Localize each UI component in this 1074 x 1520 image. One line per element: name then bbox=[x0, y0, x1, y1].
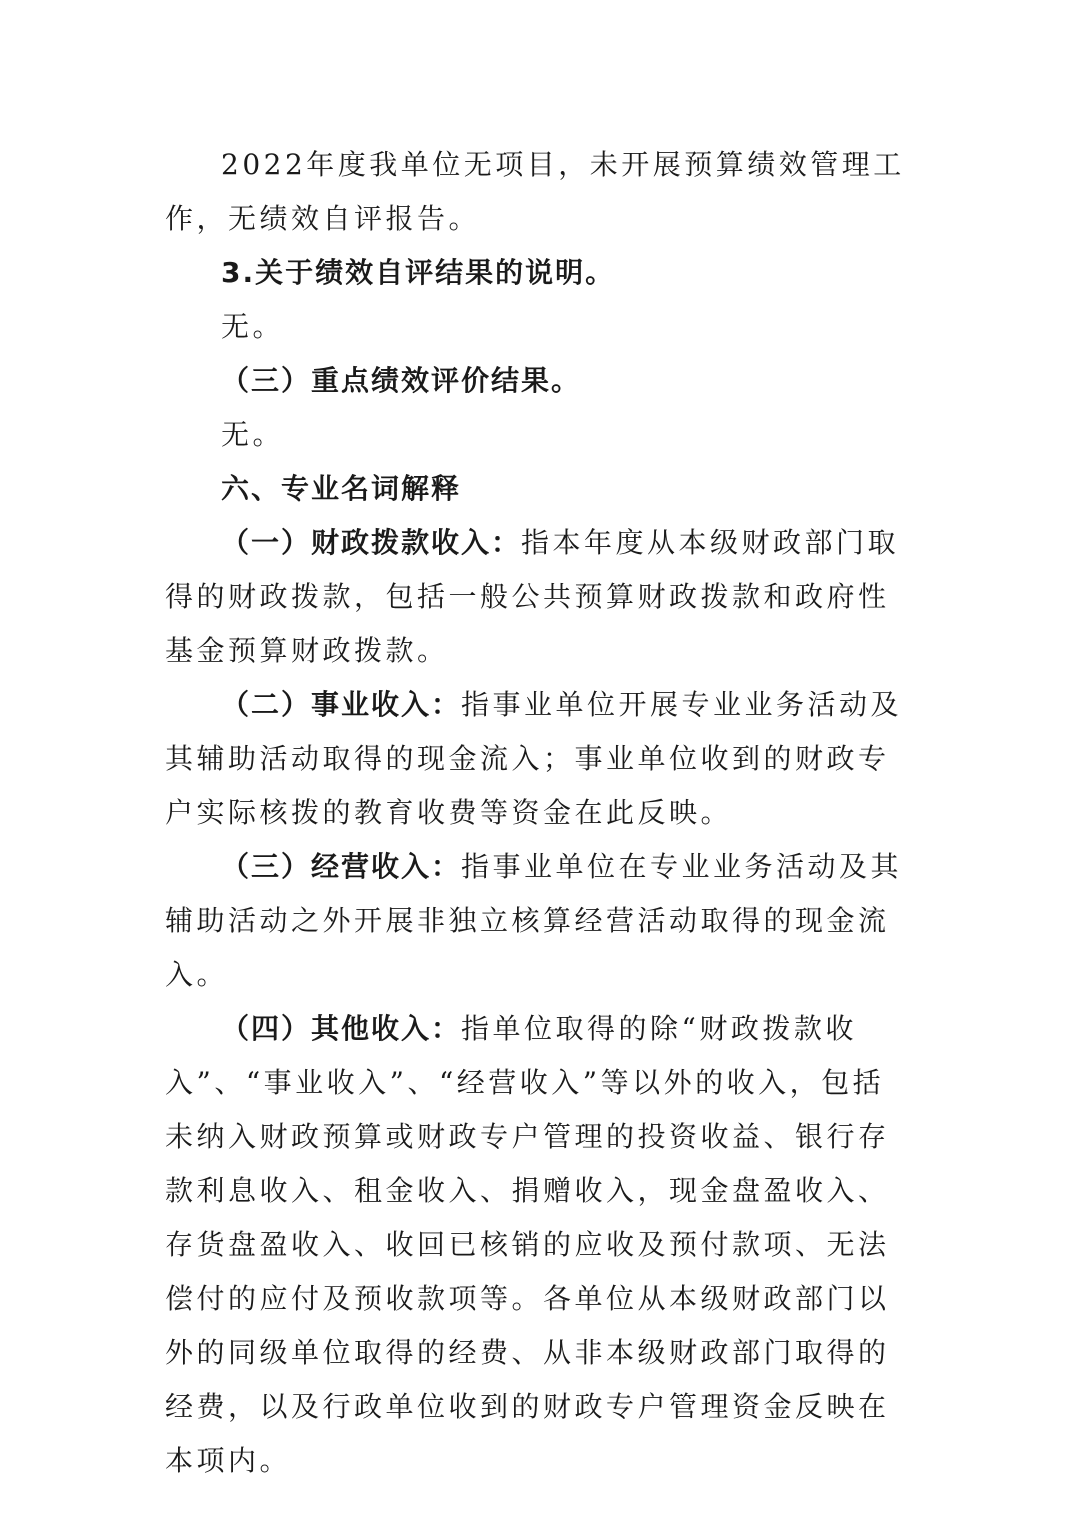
definition-term: （二）事业收入： bbox=[221, 688, 462, 721]
paragraph-none-2: 无。 bbox=[221, 418, 285, 451]
definition-term: （四）其他收入： bbox=[221, 1012, 462, 1045]
definition-fiscal-appropriation bbox=[165, 516, 915, 678]
paragraph-no-project: 2022年度我单位无项目，未开展预算绩效管理工作，无绩效自评报告。 bbox=[165, 148, 905, 235]
definition-body: 指单位取得的除“财政拨款收入”、“事业收入”、“经营收入”等以外的收入，包括未纳入财政预算或财政专户管理的投资收益、银行存款利息收入、租金收入、捐赠收入，现金盘盈收入、存货盘盈收入、收回已核销的应收及预付款项、无法偿付的应付及预收款项等。各单位从本级财政部门以外的同级单位取得的经费、从非本级财政部门取得的经费，以及行政单位收到的财政专户管理资金反映在本项内。 bbox=[165, 1012, 890, 1477]
definition-operating-income bbox=[165, 840, 915, 1002]
heading-glossary: 六、专业名词解释 bbox=[221, 472, 462, 505]
document-page bbox=[165, 138, 915, 1488]
paragraph-none-1: 无。 bbox=[221, 310, 285, 343]
heading-self-eval-results: 3.关于绩效自评结果的说明。 bbox=[221, 256, 616, 289]
definition-other-income bbox=[165, 1002, 915, 1488]
definition-business-income bbox=[165, 678, 915, 840]
definition-body: 指本年度从本级财政部门取得的财政拨款，包括一般公共预算财政拨款和政府性基金预算财政拨款。 bbox=[165, 526, 900, 667]
definition-body: 指事业单位开展专业业务活动及其辅助活动取得的现金流入；事业单位收到的财政专户实际核拨的教育收费等资金在此反映。 bbox=[165, 688, 903, 829]
heading-key-eval-results: （三）重点绩效评价结果。 bbox=[221, 364, 582, 397]
definition-body: 指事业单位在专业业务活动及其辅助活动之外开展非独立核算经营活动取得的现金流入。 bbox=[165, 850, 903, 991]
definition-term: （一）财政拨款收入： bbox=[221, 526, 522, 559]
definition-term: （三）经营收入： bbox=[221, 850, 462, 883]
